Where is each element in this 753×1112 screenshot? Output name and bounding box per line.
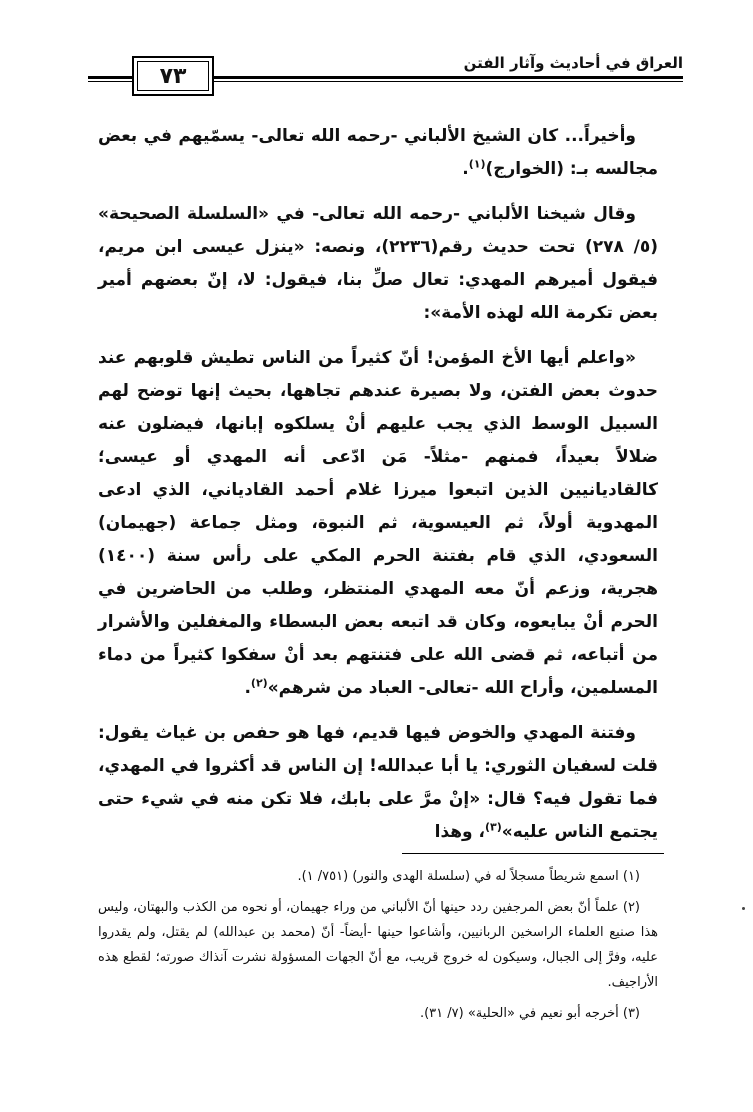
paragraph-1: وأخيراً... كان الشيخ الألباني -رحمه الله تعالى- يسمّيهم في بعض مجالسه بـ: (الخوارج)$^{(١)}$. xyxy=(98,126,658,179)
footnote-1: (١) اسمع شريطاً مسجلاً له في (سلسلة الهدى والنور) (٧٥١/ ١). xyxy=(297,869,640,884)
paragraph-2: وقال شيخنا الألباني -رحمه الله تعالى- في «السلسلة الصحيحة» (٥/ ٢٧٨) تحت حديث رقم(٢٢٣٦)، ونصه: «ينزل عيسى ابن مريم، فيقول أميرهم المهدي: تعال صلِّ بنا، فيقول: لا، إنّ بعضهم أمير بعض تكرمة الله لهذه الأمة»: xyxy=(98,204,658,323)
book-title: العراق في أحاديث وآثار الفتن xyxy=(454,50,683,76)
footnotes xyxy=(98,864,658,1032)
footnote-3: (٣) أخرجه أبو نعيم في «الحلية» (٧/ ٣١). xyxy=(419,1006,640,1021)
page-header xyxy=(88,50,683,98)
page-number xyxy=(132,56,214,96)
scan-speck xyxy=(742,907,745,910)
footnote-ref-1: (١) xyxy=(468,157,486,171)
footnote-separator xyxy=(402,853,664,854)
page-number-text: ٧٣ xyxy=(159,63,187,89)
paragraph-4: وفتنة المهدي والخوض فيها قديم، فها هو حفص بن غياث يقول: قلت لسفيان الثوري: يا أبا عبدالله! إن الناس قد أكثروا في المهدي، فما تقول فيه؟ قال: «إنْ مرَّ على بابك، فلا تكن منه في شيء حتى يجتمع الناس عليه»$^{(٣)}$، وهذا xyxy=(98,723,658,842)
footnote-2: (٢) علماً أنّ بعض المرجفين ردد حينها أنّ الألباني من وراء جهيمان، أو نحوه من الكذب والبهتان، وليس هذا صنيع العلماء الراسخين الربانيين، وأشاعوا حينها -أيضاً- أنّ (محمد بن عبدالله) لم يقتل، ولم يقدروا عليه، وفرَّ إلى الجبال، وسيكون له خروج قريب، مع أنّ الجهات المسؤولة نشرت آنذاك صورته؛ لقطع هذه الأراجيف. xyxy=(98,900,658,990)
footnote-ref-3: (٣) xyxy=(485,820,502,834)
main-text xyxy=(98,120,658,861)
paragraph-3: «واعلم أيها الأخ المؤمن! أنّ كثيراً من الناس تطيش قلوبهم عند حدوث بعض الفتن، ولا بصيرة عندهم تجاهها، بحيث إنها توضح لهم السبيل الوسط الذي يجب عليهم أنْ يسلكوه إبانها، فيضلون عنه ضلالاً بعيداً، فمنهم -مثلاً- مَن ادّعى أنه المهدي أو عيسى؛ كالقاديانيين الذين اتبعوا ميرزا غلام أحمد القادياني، الذي ادعى المهدوية أولاً، ثم العيسوية، ثم النبوة، ومثل جماعة (جهيمان) السعودي، الذي قام بفتنة الحرم المكي على رأس سنة (١٤٠٠) هجرية، وزعم أنّ معه المهدي المنتظر، وطلب من الحاضرين في الحرم أنْ يبايعوه، وكان قد اتبعه بعض البسطاء والمغفلين والأشرار من أتباعه، ثم قضى الله على فتنتهم بعد أنْ سفكوا كثيراً من دماء المسلمين، وأراح الله -تعالى- العباد من شرهم»$^{(٢)}$. xyxy=(98,348,658,698)
footnote-ref-2: (٢) xyxy=(250,676,268,690)
